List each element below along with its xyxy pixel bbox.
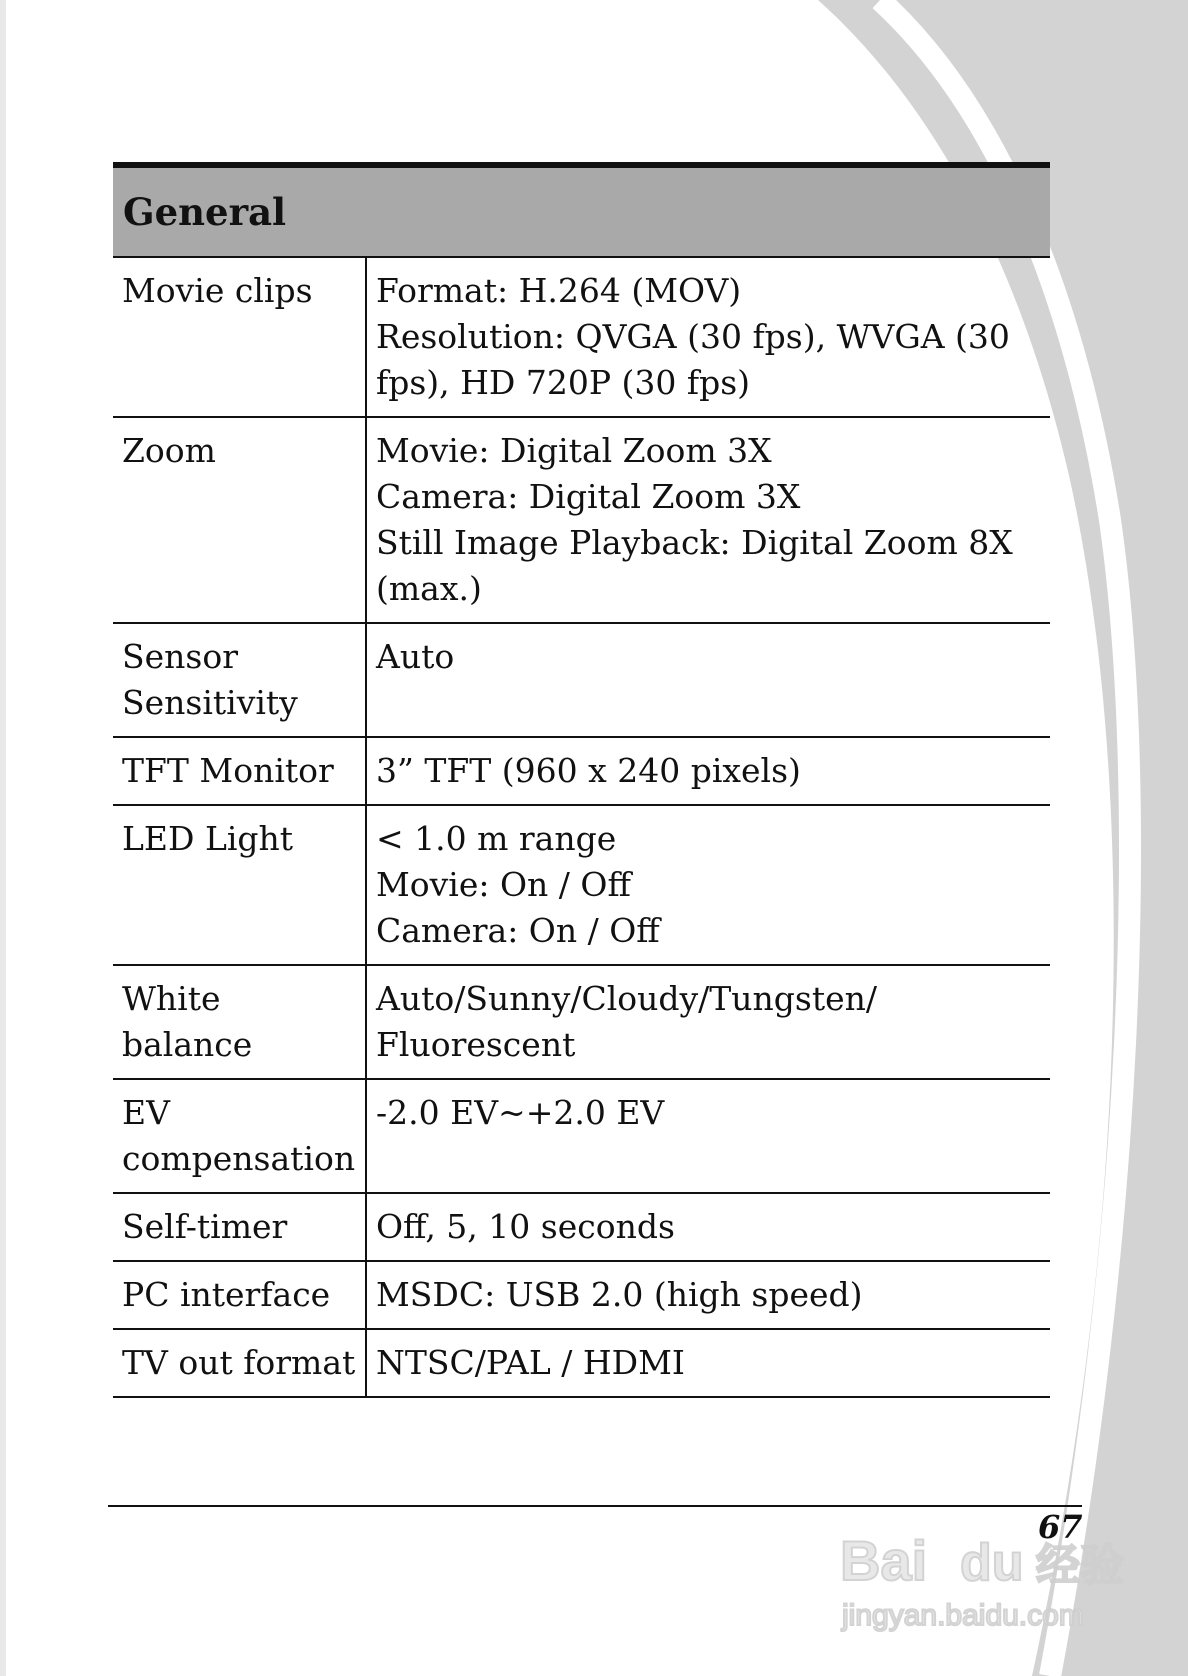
row-label-text: Zoom [122,431,216,470]
spec-table [113,162,1050,1398]
row-label-text: TFT Monitor [122,751,334,790]
row-label-text: Sensor Sensitivity [122,637,298,722]
left-margin-rule [0,0,6,1676]
row-value-line: Resolution: QVGA (30 fps), WVGA (30 fps), HD 720P (30 fps) [376,317,1010,402]
row-value-line: Auto [376,637,455,676]
table-title: General [113,165,1050,257]
row-label-text: EV compensation [122,1093,356,1178]
svg-text:Bai: Bai [840,1529,928,1592]
footer-rule [108,1505,1082,1507]
row-label-text: LED Light [122,819,294,858]
row-label [113,1193,366,1261]
row-value-line: Movie: Digital Zoom 3X [376,431,772,470]
spec-body [113,257,1050,1397]
table-row [113,257,1050,417]
table-row [113,1193,1050,1261]
table-row [113,1079,1050,1193]
table-row [113,805,1050,965]
row-label-text: TV out format [122,1343,356,1382]
row-value-line: NTSC/PAL / HDMI [376,1343,685,1382]
row-value [366,1079,1050,1193]
row-value [366,257,1050,417]
row-label [113,805,366,965]
row-value [366,417,1050,623]
table-row [113,417,1050,623]
row-label [113,257,366,417]
row-value-line: Auto/Sunny/Cloudy/Tungsten/ Fluorescent [376,979,878,1064]
table-header-row [113,165,1050,257]
row-value-line: Camera: Digital Zoom 3X [376,477,801,516]
row-label [113,417,366,623]
row-label [113,1261,366,1329]
row-value-line: Camera: On / Off [376,911,660,950]
table-row [113,965,1050,1079]
row-value [366,965,1050,1079]
row-label [113,1079,366,1193]
row-label [113,1329,366,1397]
row-label [113,623,366,737]
row-label-text: White balance [122,979,253,1064]
svg-text:jingyan.baidu.com: jingyan.baidu.com [842,1599,1084,1632]
table-row [113,1261,1050,1329]
row-value [366,737,1050,805]
table-row [113,623,1050,737]
row-value-line: Movie: On / Off [376,865,631,904]
row-value [366,805,1050,965]
svg-text:经验: 经验 [1036,1540,1124,1591]
row-value [366,1261,1050,1329]
row-value-line: < 1.0 m range [376,819,617,858]
row-label-text: Self-timer [122,1207,288,1246]
row-label [113,737,366,805]
row-label-text: Movie clips [122,271,313,310]
row-value [366,623,1050,737]
row-value [366,1329,1050,1397]
table-row [113,1329,1050,1397]
row-value-line: MSDC: USB 2.0 (high speed) [376,1275,863,1314]
row-label [113,965,366,1079]
row-value-line: -2.0 EV~+2.0 EV [376,1093,665,1132]
row-value [366,1193,1050,1261]
row-label-text: PC interface [122,1275,331,1314]
svg-text:du: du [960,1534,1024,1592]
page-number: 67 [1038,1508,1083,1546]
table-row [113,737,1050,805]
row-value-line: Format: H.264 (MOV) [376,271,742,310]
row-value-line: Still Image Playback: Digital Zoom 8X (max.) [376,523,1013,608]
baidu-watermark-logo [840,1510,1140,1640]
row-value-line: Off, 5, 10 seconds [376,1207,675,1246]
row-value-line: 3” TFT (960 x 240 pixels) [376,751,801,790]
